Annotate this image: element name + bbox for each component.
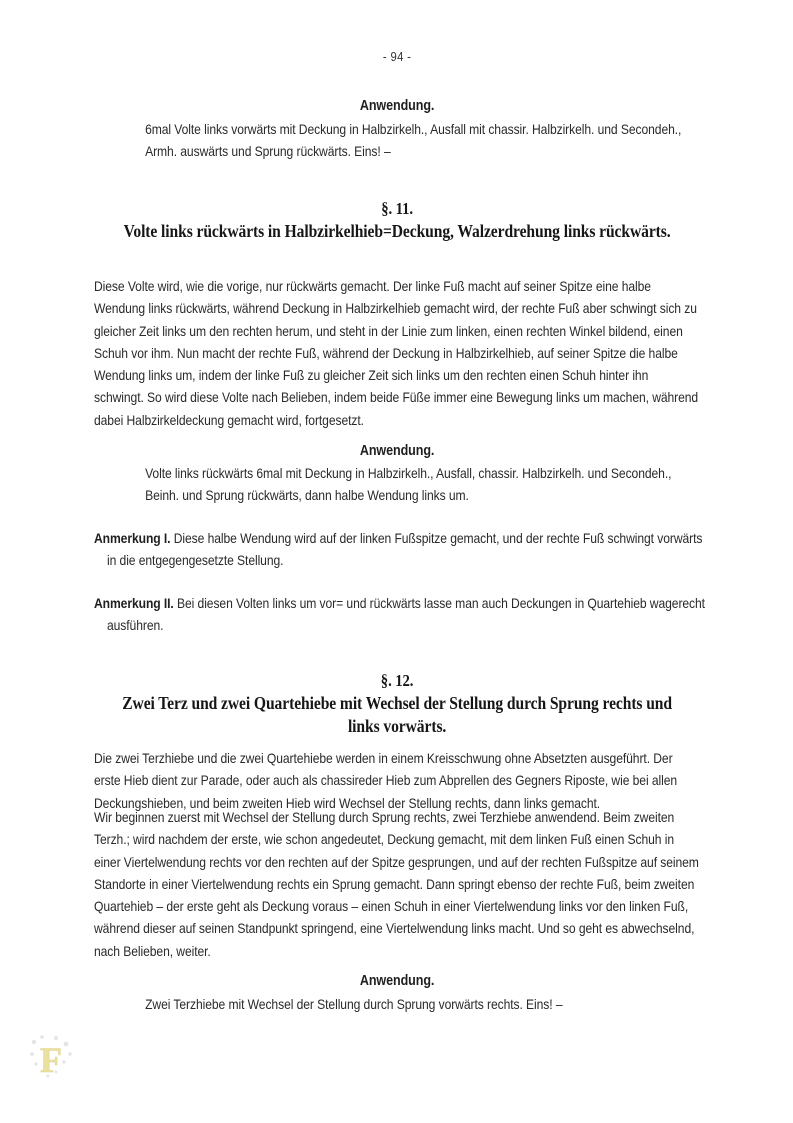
anmerkung-2-text: Bei diesen Volten links um vor= und rückwärts lasse man auch Deckungen in Quartehieb wagerecht ausführen. [106,595,705,634]
page-number: - 94 - [382,49,412,64]
section-12-title-text: Zwei Terz und zwei Quartehiebe mit Wechsel der Stellung durch Sprung rechts und links vorwärts. [122,693,672,736]
watermark-stamp [26,1032,78,1088]
anmerkung-2 [94,592,713,637]
section-12-body-2: Wir beginnen zuerst mit Wechsel der Stellung durch Sprung rechts, zwei Terzhiebe anwendend. Beim zweiten Terzh.; wird nachdem der erste, wie schon angedeutet, Deckung gemacht, mit dem linken Fuß einen Schuh in einer Viertelwendung rechts vor den rechten auf der Spitze gesprungen, und auf der rechten Fußspitze auf seinem Standorte in einer Viertelwendung rechts ein Sprung gemacht. Dann springt ebenso der rechte Fuß, beim zweiten Quartehieb – der erste geht als Deckung voraus – einen Schuh in einer Viertelwendung links vor den linken Fuß, während dieser auf seinen Standpunkt springend, eine Viertelwendung links macht. Und so geht es abwechselnd, nach Belieben, weiter. [94,809,699,959]
section-11-title [94,220,700,243]
section-12-number: §. 12. [380,671,414,690]
anwendung-text-1: 6mal Volte links vorwärts mit Deckung in Halbzirkelh., Ausfall mit chassir. Halbzirkelh. und Secondeh., Armh. auswärts und Sprung rückwärts. Eins! – [145,121,682,160]
section-11-title-text: Volte links rückwärts in Halbzirkelhieb=Deckung, Walzerdrehung links rückwärts. [123,221,671,241]
anwendung-heading-2: Anwendung. [359,443,435,459]
section-12-title [94,692,700,737]
anwendung-heading-3: Anwendung. [359,973,435,989]
anmerkung-1 [94,527,713,572]
anmerkung-1-text: Diese halbe Wendung wird auf der linken Fußspitze gemacht, und der rechte Fuß schwingt vorwärts in die entgegengesetzte Stellung. [106,530,703,569]
anwendung-text-2: Volte links rückwärts 6mal mit Deckung in Halbzirkelh., Ausfall, chassir. Halbzirkelh. und Secondeh., Beinh. und Sprung rückwärts, dann halbe Wendung links um. [145,465,672,504]
anwendung-heading-1: Anwendung. [359,98,435,114]
anmerkung-2-label: Anmerkung II. [94,595,174,611]
section-11-number: §. 11. [381,199,413,218]
section-11-body: Diese Volte wird, wie die vorige, nur rückwärts gemacht. Der linke Fuß macht auf seiner Spitze eine halbe Wendung links rückwärts, während Deckung in Halbzirkelhieb gemacht wird, der rechte Fuß aber schwingt sich zu gleicher Zeit links um den rechten herum, und steht in der Linie zum linken, einen rechten Winkel bildend, einen Schuh vor ihm. Nun macht der rechte Fuß, während der Deckung in Halbzirkelhieb, auf seiner Spitze die halbe Wendung links um, indem der linke Fuß zu gleicher Zeit sich links um den rechten einen Schuh hinter ihn schwingt. So wird diese Volte nach Belieben, indem beide Füße immer eine Bewegung links um machen, während dabei Halbzirkeldeckung gemacht wird, fortgesetzt. [94,278,699,428]
anmerkung-1-label: Anmerkung I. [94,530,171,546]
watermark-letter: F [40,1040,62,1080]
section-12-body-1: Die zwei Terzhiebe und die zwei Quartehiebe werden in einem Kreisschwung ohne Absetzten ausgeführt. Der erste Hieb dient zur Parade, oder auch als chassireder Hieb zum Abprellen des Gegners Riposte, wie bei allen Deckungshieben, und beim zweiten Hieb wird Wechsel der Stellung rechts, dann links gemacht. [94,750,678,811]
anwendung-text-3: Zwei Terzhiebe mit Wechsel der Stellung durch Sprung vorwärts rechts. Eins! – [145,996,563,1012]
